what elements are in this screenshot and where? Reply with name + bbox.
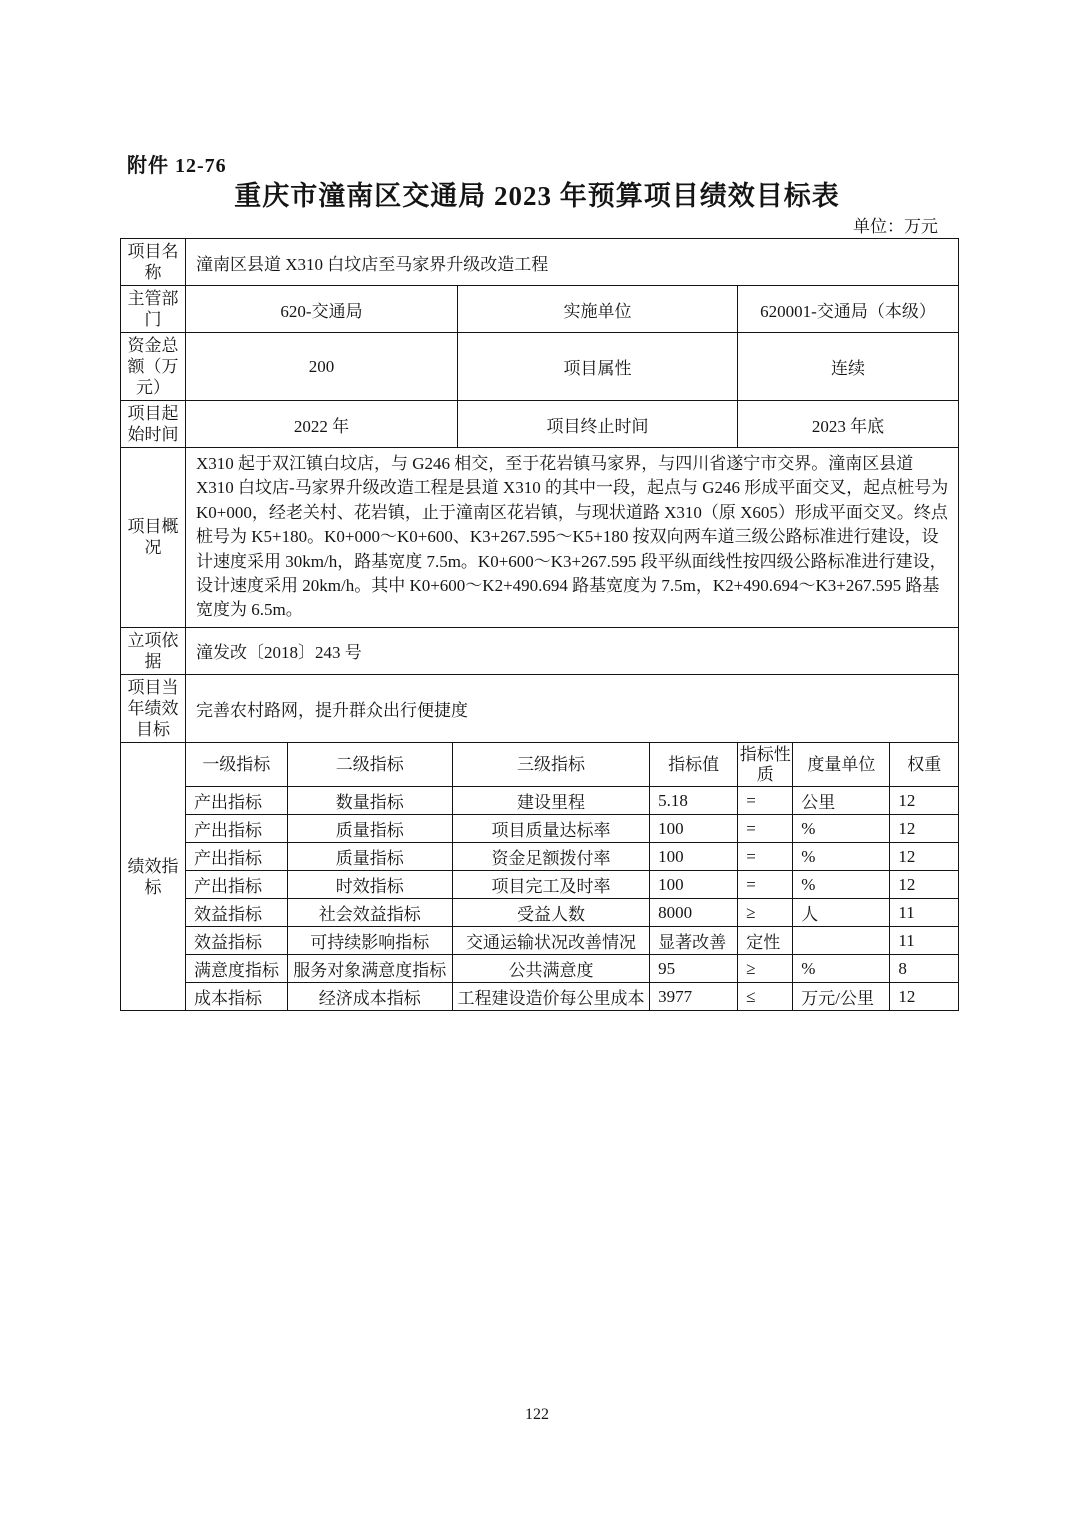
indicator-cell: %: [793, 955, 890, 983]
unit-note: 单位：万元: [853, 217, 938, 236]
indicator-row: [186, 899, 958, 927]
project-overview-value: X310 起于双江镇白坟店，与 G246 相交，至于花岩镇马家界，与四川省遂宁市交界。潼南区县道 X310 白坟店-马家界升级改造工程是县道 X310 的其中一段，起点与 G246 形成平面交叉，起点桩号为 K0+000，经老关村、花岩镇，止于潼南区花岩镇，与现状道路 X310（原 X605）形成平面交叉。终点桩号为 K5+180。K0+000～K0+600、K3+267.595～K5+180 按双向两车道三级公路标准进行建设，设计速度采用 30km/h，路基宽度 7.5m。K0+600～K3+267.595 段平纵面线性按四级公路标准进行建设，设计速度采用 20km/h。其中 K0+600～K2+490.694 路基宽度为 7.5m，K2+490.694～K3+267.595 路基宽度为 6.5m。: [186, 448, 959, 628]
indicator-cell: 服务对象满意度指标: [287, 955, 452, 983]
end-time-label: 项目终止时间: [458, 401, 738, 448]
indicator-cell: 时效指标: [287, 871, 452, 899]
header-unit: 度量单位: [793, 743, 890, 787]
indicator-cell: 可持续影响指标: [287, 927, 452, 955]
indicator-table: [186, 743, 958, 1011]
indicator-header-row: [186, 743, 958, 787]
indicator-cell: 满意度指标: [186, 955, 287, 983]
indicator-cell: 项目完工及时率: [452, 871, 649, 899]
indicator-cell: 定性: [738, 927, 793, 955]
annual-goal-value: 完善农村路网，提升群众出行便捷度: [186, 674, 959, 742]
indicator-cell: 显著改善: [650, 927, 738, 955]
indicator-cell: 100: [650, 871, 738, 899]
approval-basis-value: 潼发改〔2018〕243 号: [186, 627, 959, 674]
indicator-cell: %: [793, 871, 890, 899]
indicator-cell: 95: [650, 955, 738, 983]
indicator-cell: 人: [793, 899, 890, 927]
start-time-value: 2022 年: [186, 401, 458, 448]
performance-indicators-label: 绩效指标: [121, 742, 186, 1011]
indicator-cell: 11: [890, 899, 958, 927]
project-overview-label: 项目概况: [121, 448, 186, 628]
implementing-unit-label: 实施单位: [458, 286, 738, 333]
indicator-cell: 质量指标: [287, 843, 452, 871]
header-value: 指标值: [650, 743, 738, 787]
page-number: 122: [525, 1406, 549, 1423]
table-row: [121, 401, 959, 448]
indicator-cell: 项目质量达标率: [452, 815, 649, 843]
indicator-row: [186, 983, 958, 1011]
indicator-cell: %: [793, 843, 890, 871]
indicator-cell: 8000: [650, 899, 738, 927]
indicator-cell: ≤: [738, 983, 793, 1011]
indicator-cell: 产出指标: [186, 787, 287, 815]
total-funds-value: 200: [186, 333, 458, 401]
indicator-cell: 产出指标: [186, 871, 287, 899]
indicator-cell: 12: [890, 843, 958, 871]
indicator-cell: 12: [890, 787, 958, 815]
indicator-cell: =: [738, 787, 793, 815]
table-row: [121, 448, 959, 628]
header-nature: 指标性质: [738, 743, 793, 787]
indicator-cell: 12: [890, 983, 958, 1011]
table-row: [121, 674, 959, 742]
indicator-row: [186, 927, 958, 955]
indicator-cell: ≥: [738, 899, 793, 927]
table-row: [121, 742, 959, 1011]
end-time-value: 2023 年底: [738, 401, 959, 448]
indicator-cell: 11: [890, 927, 958, 955]
indicator-cell: =: [738, 871, 793, 899]
indicator-cell: 交通运输状况改善情况: [452, 927, 649, 955]
indicator-cell: 产出指标: [186, 843, 287, 871]
table-row: [121, 286, 959, 333]
indicator-cell: =: [738, 843, 793, 871]
project-name-label: 项目名称: [121, 239, 186, 286]
table-row: [121, 627, 959, 674]
indicator-cell: 质量指标: [287, 815, 452, 843]
indicator-cell: 效益指标: [186, 927, 287, 955]
header-weight: 权重: [890, 743, 958, 787]
indicator-cell: 成本指标: [186, 983, 287, 1011]
indicator-row: [186, 815, 958, 843]
supervisor-dept-value: 620-交通局: [186, 286, 458, 333]
project-attribute-value: 连续: [738, 333, 959, 401]
indicator-cell: 8: [890, 955, 958, 983]
annual-goal-label: 项目当年绩效目标: [121, 674, 186, 742]
table-row: [121, 239, 959, 286]
performance-indicators-cell: [186, 742, 959, 1011]
header-level3: 三级指标: [452, 743, 649, 787]
indicator-cell: 经济成本指标: [287, 983, 452, 1011]
table-row: [121, 333, 959, 401]
indicator-cell: 100: [650, 843, 738, 871]
implementing-unit-value: 620001-交通局（本级）: [738, 286, 959, 333]
indicator-cell: 12: [890, 815, 958, 843]
indicator-cell: 工程建设造价每公里成本: [452, 983, 649, 1011]
indicator-cell: 3977: [650, 983, 738, 1011]
indicator-row: [186, 955, 958, 983]
project-name-value: 潼南区县道 X310 白坟店至马家界升级改造工程: [186, 239, 959, 286]
page-title: 重庆市潼南区交通局 2023 年预算项目绩效目标表: [234, 181, 840, 211]
header-level1: 一级指标: [186, 743, 287, 787]
header-level2: 二级指标: [287, 743, 452, 787]
indicator-cell: [793, 927, 890, 955]
start-time-label: 项目起始时间: [121, 401, 186, 448]
indicator-cell: 5.18: [650, 787, 738, 815]
indicator-row: [186, 787, 958, 815]
indicator-cell: 数量指标: [287, 787, 452, 815]
indicator-cell: 万元/公里: [793, 983, 890, 1011]
indicator-cell: 资金足额拨付率: [452, 843, 649, 871]
indicator-cell: 效益指标: [186, 899, 287, 927]
total-funds-label: 资金总额（万元）: [121, 333, 186, 401]
indicator-cell: 社会效益指标: [287, 899, 452, 927]
indicator-cell: ≥: [738, 955, 793, 983]
indicator-row: [186, 871, 958, 899]
attachment-label: 附件 12-76: [127, 155, 227, 177]
indicator-cell: 100: [650, 815, 738, 843]
indicator-cell: 12: [890, 871, 958, 899]
indicator-cell: 建设里程: [452, 787, 649, 815]
indicator-cell: 产出指标: [186, 815, 287, 843]
indicator-cell: =: [738, 815, 793, 843]
indicator-row: [186, 843, 958, 871]
indicator-cell: 公里: [793, 787, 890, 815]
indicator-cell: 受益人数: [452, 899, 649, 927]
approval-basis-label: 立项依据: [121, 627, 186, 674]
indicator-cell: 公共满意度: [452, 955, 649, 983]
supervisor-dept-label: 主管部门: [121, 286, 186, 333]
project-attribute-label: 项目属性: [458, 333, 738, 401]
indicator-cell: %: [793, 815, 890, 843]
project-info-table: [120, 238, 959, 1011]
